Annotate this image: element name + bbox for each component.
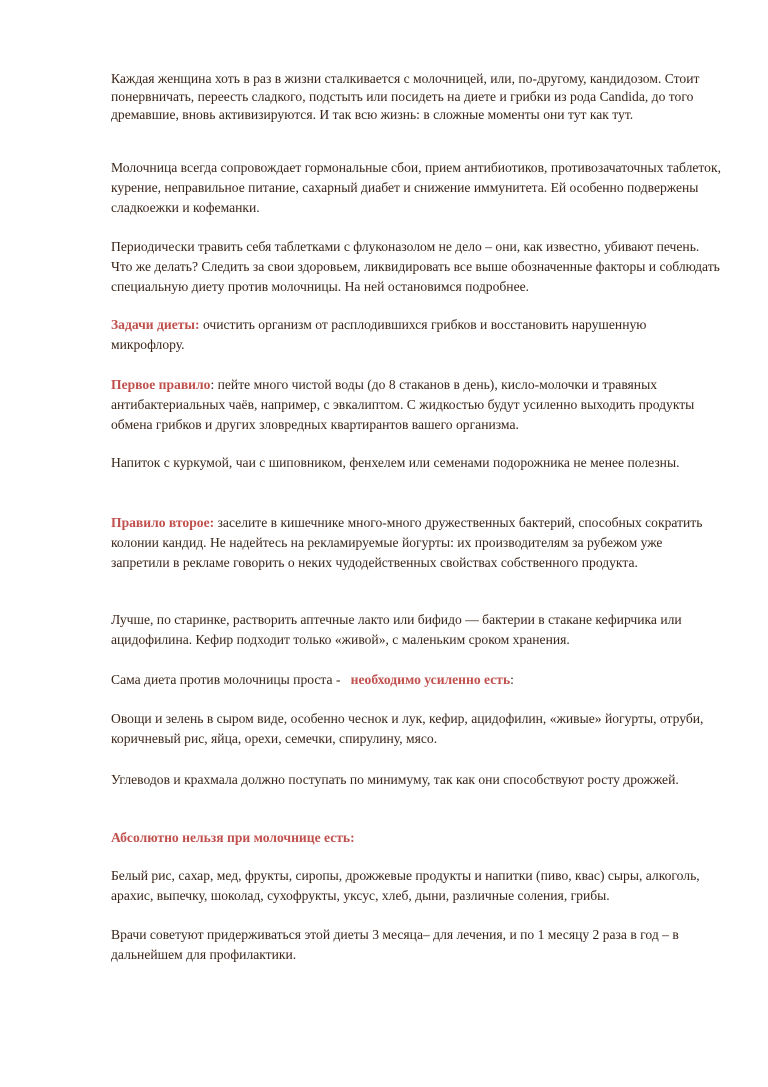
forbidden-heading: Абсолютно нельзя при молочнице есть:: [111, 830, 355, 845]
diet-summary-paragraph: [111, 670, 514, 690]
first-rule-text: : пейте много чистой воды (до 8 стаканов в день), кисло-молочки и травяных антибактериальных чаёв, например, с эвкалиптом. С жидкостью будут усиленно выходить продукты обмена грибков и других зловредных квартирантов вашего организма.: [111, 377, 695, 432]
first-rule-heading: Первое правило: [111, 377, 211, 392]
diet-summary-text: Сама диета против молочницы проста -: [111, 672, 351, 687]
diet-goals-paragraph: [111, 315, 721, 355]
duration-paragraph: Врачи советуют придерживаться этой диеты 3 месяца– для лечения, и по 1 месяцу 2 раза в год – в дальнейшем для профилактики.: [111, 927, 679, 962]
diet-goals-heading: Задачи диеты:: [111, 317, 200, 332]
drinks-paragraph: Напиток с куркумой, чаи с шиповником, фенхелем или семенами подорожника не менее полезны.: [111, 455, 680, 470]
probiotics-paragraph: Лучше, по старинке, растворить аптечные лакто или бифидо — бактерии в стакане кефирчика или ацидофилина. Кефир подходит только «живой», с маленьким сроком хранения.: [111, 612, 682, 647]
second-rule-text: заселите в кишечнике много-много дружественных бактерий, способных сократить колонии кандид. Не надейтесь на рекламируемые йогурты: их производителям за рубежом уже запретили в рекламе говорить о неких чудодейственных свойствах собственного продукта.: [111, 515, 703, 570]
second-rule-paragraph: [111, 513, 721, 573]
carbs-paragraph: Углеводов и крахмала должно поступать по минимуму, так как они способствуют росту дрожжей.: [111, 772, 679, 787]
intro-paragraph: Каждая женщина хоть в раз в жизни сталкивается с молочницей, или, по-другому, кандидозом. Стоит понервничать, переесть сладкого, подстыть или посидеть на диете и грибки из рода Candida, до того дремавшие, вновь активизируются. И так всю жизнь: в сложные моменты они тут как тут.: [111, 71, 700, 122]
diet-goals-text: очистить организм от расплодившихся грибков и восстановить нарушенную микрофлору.: [111, 317, 647, 352]
forbidden-heading-paragraph: [111, 828, 355, 848]
must-eat-heading: необходимо усиленно есть: [350, 672, 511, 687]
diet-summary-colon: :: [510, 672, 514, 687]
first-rule-paragraph: [111, 375, 721, 435]
allowed-foods-paragraph: Овощи и зелень в сыром виде, особенно чеснок и лук, кефир, ацидофилин, «живые» йогурты, отруби, коричневый рис, яйца, орехи, семечки, спирулину, мясо.: [111, 711, 704, 746]
treatment-paragraph: Периодически травить себя таблетками с флуконазолом не дело – они, как известно, убивают печень. Что же делать? Следить за свои здоровьем, ликвидировать все выше обозначенные факторы и соблюдать специальную диету против молочницы. На ней остановимся подробнее.: [111, 239, 720, 294]
forbidden-foods-paragraph: Белый рис, сахар, мед, фрукты, сиропы, дрожжевые продукты и напитки (пиво, квас) сыры, алкоголь, арахис, выпечку, шоколад, сухофрукты, уксус, хлеб, дыни, различные соления, грибы.: [111, 868, 700, 903]
causes-paragraph: Молочница всегда сопровождает гормональные сбои, прием антибиотиков, противозачаточных таблеток, курение, неправильное питание, сахарный диабет и снижение иммунитета. Ей особенно подвержены сладкоежки и кофеманки.: [111, 160, 721, 215]
second-rule-heading: Правило второе:: [111, 515, 215, 530]
